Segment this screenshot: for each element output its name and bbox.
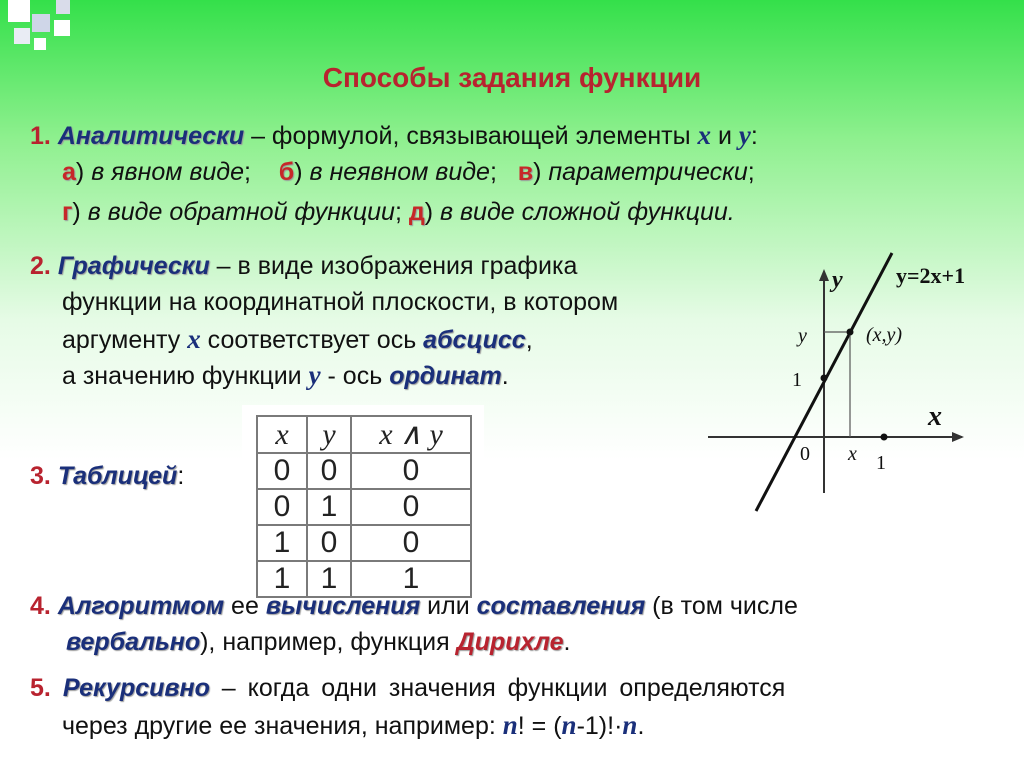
y-tick-label: y bbox=[798, 325, 807, 347]
var-y: y bbox=[308, 360, 321, 390]
table-header: y bbox=[307, 416, 351, 453]
table-cell: 0 bbox=[307, 453, 351, 489]
point-xy bbox=[847, 329, 854, 336]
var-x: x bbox=[697, 120, 712, 150]
recursive-keyword: Рекурсивно bbox=[62, 674, 210, 702]
item2-keyword: Графически bbox=[57, 252, 210, 280]
item4-number: 4. bbox=[30, 592, 51, 620]
item2-line2: функции на координатной плоскости, в котором bbox=[62, 288, 619, 316]
table-cell: 0 bbox=[257, 453, 307, 489]
item4-text1: ее bbox=[224, 592, 266, 620]
table-header: x bbox=[257, 416, 307, 453]
var-y: y bbox=[738, 120, 751, 150]
item2-text4c: . bbox=[501, 362, 509, 390]
composition-keyword: составления bbox=[476, 592, 646, 620]
sub-d-letter: д bbox=[408, 198, 425, 226]
one-tick-y: 1 bbox=[792, 369, 802, 391]
x-axis-label: x bbox=[928, 401, 942, 432]
var-n: n bbox=[622, 710, 638, 740]
item1-and: и bbox=[711, 122, 739, 150]
corner-square bbox=[14, 28, 30, 44]
item5-text1: – когда одни значения функции определяются bbox=[209, 674, 786, 702]
item4-text2: или bbox=[420, 592, 477, 620]
corner-square bbox=[8, 0, 30, 22]
item3-colon: : bbox=[177, 462, 185, 490]
table-cell: 0 bbox=[351, 489, 471, 525]
table-header: x ∧ y bbox=[351, 416, 471, 453]
sub-g-letter: г bbox=[62, 198, 73, 226]
item1-text: – формулой, связывающей элементы bbox=[244, 122, 698, 150]
table-cell: 1 bbox=[257, 561, 307, 597]
sub-v-text: параметрически bbox=[548, 158, 748, 186]
point-label: (x,y) bbox=[866, 324, 903, 346]
item4-text3: (в том числе bbox=[645, 592, 798, 620]
dirichlet-keyword: Дирихле bbox=[456, 628, 564, 656]
abscissa-keyword: абсцисс bbox=[423, 326, 526, 354]
sub-v-letter: в bbox=[517, 158, 534, 186]
sub-a-text: в явном виде bbox=[91, 158, 245, 186]
table-cell: 1 bbox=[351, 561, 471, 597]
equation-label: y=2x+1 bbox=[896, 263, 966, 288]
formula-part: . bbox=[637, 712, 645, 740]
slide-title: Способы задания функции bbox=[322, 62, 702, 93]
corner-square bbox=[56, 0, 70, 14]
item2-line4 bbox=[62, 360, 509, 391]
item1-line2: а) в явном виде; б) в неявном виде; в) параметрически; bbox=[62, 158, 755, 186]
item5-line2 bbox=[62, 710, 644, 741]
item5-number: 5. bbox=[30, 674, 51, 702]
formula-part: ! = ( bbox=[517, 712, 562, 740]
var-n: n bbox=[502, 710, 518, 740]
table-row bbox=[257, 489, 471, 525]
truth-table bbox=[256, 415, 472, 598]
item1-line3: г) в виде обратной функции; д) в виде сложной функции. bbox=[62, 198, 735, 226]
sub-d-text: в виде сложной функции. bbox=[440, 198, 735, 226]
item1-number: 1. bbox=[30, 122, 51, 150]
computation-keyword: вычисления bbox=[265, 592, 421, 620]
item2-number: 2. bbox=[30, 252, 51, 280]
sub-g-text: в виде обратной функции bbox=[87, 198, 395, 226]
table-cell: 0 bbox=[307, 525, 351, 561]
table-cell: 0 bbox=[351, 525, 471, 561]
truth-table-box bbox=[242, 405, 484, 595]
item2-line1 bbox=[30, 252, 577, 281]
sub-a-letter: а bbox=[62, 158, 76, 186]
y-axis-arrow bbox=[819, 269, 829, 281]
item2-text1: – в виде изображения графика bbox=[209, 252, 578, 280]
table-cell: 1 bbox=[307, 489, 351, 525]
function-graph bbox=[700, 245, 980, 525]
corner-square bbox=[34, 38, 46, 50]
table-cell: 0 bbox=[257, 489, 307, 525]
item2-text3a: аргументу bbox=[62, 326, 188, 354]
point-intercept bbox=[821, 375, 828, 382]
corner-square bbox=[54, 20, 70, 36]
origin-label: 0 bbox=[800, 443, 810, 465]
corner-square bbox=[32, 14, 50, 32]
item1-colon: : bbox=[750, 122, 758, 150]
item2-text3b: соответствует ось bbox=[200, 326, 424, 354]
item4-text4: ), например, функция bbox=[200, 628, 457, 656]
item2-text4a: а значению функции bbox=[62, 362, 309, 390]
verbal-keyword: вербально bbox=[66, 628, 201, 656]
item5-text2: через другие ее значения, например: bbox=[62, 712, 503, 740]
item2-line3 bbox=[62, 324, 533, 355]
item3-line bbox=[30, 462, 184, 491]
y-axis-label: y bbox=[832, 267, 843, 293]
item3-number: 3. bbox=[30, 462, 51, 490]
item5-line1 bbox=[30, 674, 785, 703]
item3-keyword: Таблицей bbox=[57, 462, 178, 490]
x-tick-label: x bbox=[848, 443, 857, 465]
point-x-one bbox=[881, 434, 888, 441]
table-header-row bbox=[257, 416, 471, 453]
var-n: n bbox=[561, 710, 577, 740]
table-cell: 1 bbox=[257, 525, 307, 561]
table-row bbox=[257, 453, 471, 489]
item2-text3c: , bbox=[525, 326, 533, 354]
x-axis-arrow bbox=[952, 432, 964, 442]
item1-line1 bbox=[30, 120, 758, 151]
table-cell: 1 bbox=[307, 561, 351, 597]
algorithm-keyword: Алгоритмом bbox=[57, 592, 225, 620]
one-tick-x: 1 bbox=[876, 452, 886, 474]
table-cell: 0 bbox=[351, 453, 471, 489]
item4-text5: . bbox=[563, 628, 571, 656]
table-row bbox=[257, 525, 471, 561]
sub-b-letter: б bbox=[278, 158, 295, 186]
item4-line1 bbox=[30, 592, 798, 621]
var-x: x bbox=[187, 324, 201, 354]
formula-part: -1)!· bbox=[576, 712, 623, 740]
item1-keyword: Аналитически bbox=[57, 122, 245, 150]
item2-text4b: - ось bbox=[320, 362, 390, 390]
item4-line2 bbox=[66, 628, 571, 657]
ordinate-keyword: ординат bbox=[389, 362, 502, 390]
sub-b-text: в неявном виде bbox=[309, 158, 490, 186]
